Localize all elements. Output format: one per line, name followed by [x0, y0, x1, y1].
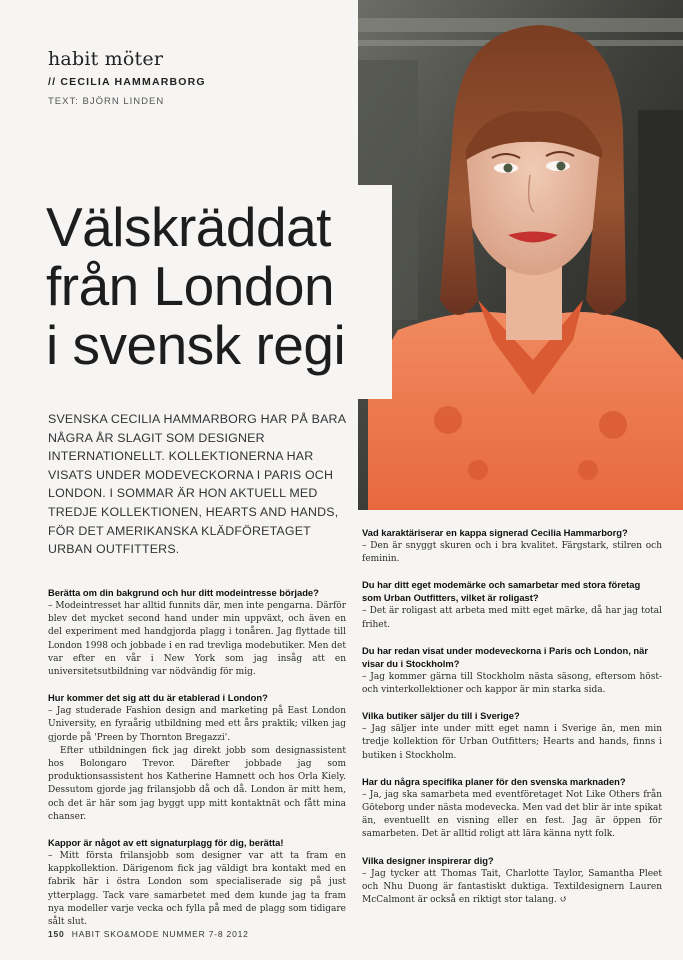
answer	[362, 671, 662, 697]
answer-paragraph: – Det är roligast att arbeta med mitt eget märke, då har jag total frihet.	[362, 606, 662, 630]
question: Kappor är något av ett signaturplagg för dig, berätta!	[48, 837, 284, 849]
answer-paragraph: – Jag studerade Fashion design and marketing på East London University, en fyraårig utbildning med ett års praktik; vilken jag gjorde på 'Preen by Thornton Bregazzi'.	[48, 706, 346, 743]
answer-paragraph	[362, 868, 662, 908]
article-column-right	[362, 526, 662, 919]
question: Vilka butiker säljer du till i Sverige?	[362, 710, 520, 722]
answer	[362, 868, 662, 908]
qa-block	[362, 709, 662, 763]
answer-paragraph: – Jag kommer gärna till Stockholm nästa säsong, eftersom höst- och vinterkollektioner och kappor är min starka sida.	[362, 671, 662, 696]
answer-paragraph: – Jag säljer inte under mitt eget namn i Sverige än, men min tredje kollektion för Urban Outfitters; Hearts and hands, finns i butiken i Stockholm.	[362, 724, 662, 761]
end-mark-icon: ↺	[559, 895, 568, 906]
page-footer	[48, 929, 249, 939]
question: Vilka designer inspirerar dig?	[362, 854, 494, 866]
headline-line-2: från London	[46, 255, 335, 317]
headline-line-1: Välskräddat	[46, 196, 331, 258]
answer	[362, 540, 662, 566]
headline	[46, 198, 345, 375]
ingress: SVENSKA CECILIA HAMMARBORG HAR PÅ BARA NÅGRA ÅR SLAGIT SOM DESIGNER INTERNATIONELLT. KOLLEKTIONERNA HAR VISATS UNDER MODEVECKORNA I PARIS OCH LONDON. I SOMMAR ÄR HON AKTUELL MED TREDJE KOLLEKTIONEN, HEARTS AND HANDS, FÖR DET AMERIKANSKA KLÄDFÖRETAGET URBAN OUTFITTERS.	[48, 412, 346, 557]
answer	[362, 789, 662, 842]
qa-block	[362, 775, 662, 842]
portrait-illustration	[358, 0, 683, 510]
publication-info: HABIT SKO&MODE NUMMER 7-8 2012	[71, 929, 249, 939]
answer	[48, 705, 346, 824]
byline: TEXT: BJÖRN LINDEN	[48, 96, 165, 107]
qa-block	[362, 578, 662, 631]
qa-block	[48, 836, 346, 929]
headline-line-3: i svensk regi	[46, 314, 346, 376]
qa-block	[362, 644, 662, 697]
answer	[362, 723, 662, 763]
question: Du har ditt eget modemärke och samarbetar med stora företag som Urban Outfitters, vilket är roligast?	[362, 579, 641, 604]
qa-block	[48, 586, 346, 679]
qa-block	[48, 691, 346, 824]
interview-subject: // CECILIA HAMMARBORG	[48, 76, 206, 88]
answer-text: – Jag tycker att Thomas Tait, Charlotte Taylor, Samantha Pleet och Nhu Duong är fantastiskt duktiga. Textildesignern Lauren McCalmont är också en riktigt stor talang.	[362, 868, 662, 906]
portrait-photo	[358, 0, 683, 510]
question: Du har redan visat under modeveckorna i Paris och London, när visar du i Stockholm?	[362, 644, 649, 669]
question: Vad karaktäriserar en kappa signerad Cecilia Hammarborg?	[362, 527, 628, 538]
answer-paragraph: – Modeintresset har alltid funnits där, men inte pengarna. Därför blev det mycket second hand under min uppväxt, och även en del experiment med handgjorda plagg i tonåren. Jag flyttade till London 1998 och jobbade i en rad trevliga modebutiker. Men det var efter en vår i New York som jag insåg att en universitetsutbildning var nödvändig för mig.	[48, 601, 346, 678]
answer	[48, 600, 346, 679]
section-title: habit möter	[48, 48, 164, 70]
answer-paragraph: – Den är snyggt skuren och i bra kvalitet. Färgstark, stilren och feminin.	[362, 541, 662, 565]
article-column-left	[48, 586, 346, 941]
page-number: 150	[48, 929, 65, 939]
answer-paragraph: Efter utbildningen fick jag direkt jobb som designassistent hos Bolongaro Trevor. Därefter jobbade jag som produktionsassistent hos Katherine Hamnett och hos Orla Kiely. Dessutom gjorde jag frilansjobb då och då. London är mitt hem, och det är här som jag byggt upp mitt kontaktnät och fått mina chanser.	[48, 745, 346, 822]
answer	[48, 850, 346, 929]
question: Hur kommer det sig att du är etablerad i London?	[48, 692, 268, 704]
question: Har du några specifika planer för den svenska marknaden?	[362, 775, 626, 787]
qa-block	[362, 526, 662, 566]
qa-block	[362, 854, 662, 908]
answer-paragraph: – Mitt första frilansjobb som designer var att ta fram en kappkollektion. Därigenom fick jag väldigt bra kontakt med en fabrik här i östra London som specialiserade sig på just ytterplagg. Tack vare samarbetet med dem kunde jag ta fram nya modeller varje vecka och fylla på med de plagg som tidigare sålt slut.	[48, 851, 346, 928]
answer	[362, 605, 662, 631]
question: Berätta om din bakgrund och hur ditt modeintresse började?	[48, 587, 319, 598]
answer-paragraph: – Ja, jag ska samarbeta med eventföretaget Not Like Others från Göteborg under nästa modevecka. Men vad det blir är inte spikat än, eventuellt en visning eller en fest. Jag är öppen för samarbeten. Det är alltid roligt att lära känna nytt folk.	[362, 789, 662, 840]
